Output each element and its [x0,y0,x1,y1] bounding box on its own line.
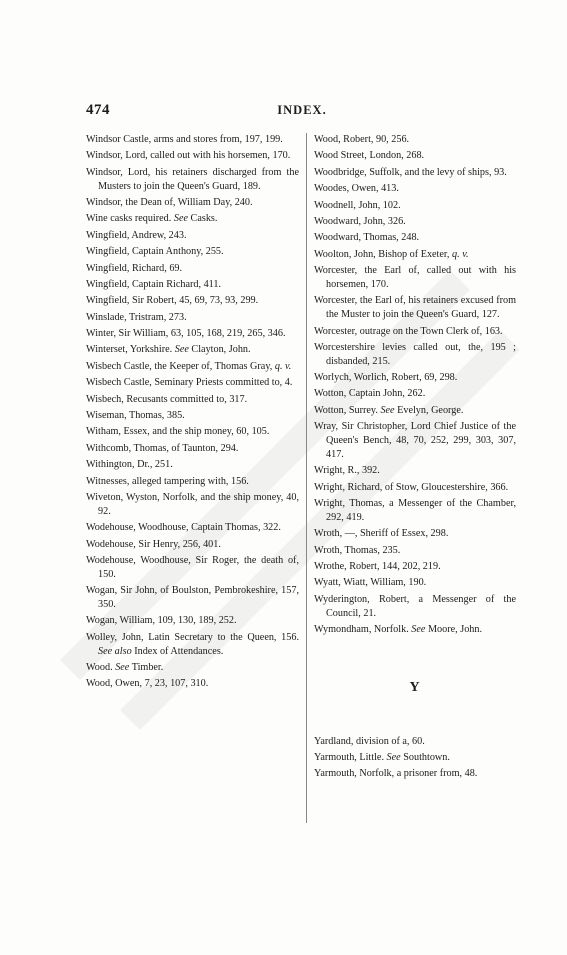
cross-reference-target: Index of Attendances. [134,645,224,657]
index-entry [86,360,299,374]
index-entry-text: Wodehouse, Woodhouse, Captain Thomas, 322. [86,522,281,534]
index-entry-text: Worcester, the Earl of, called out with his horsemen, 170. [314,265,516,290]
index-entry-text: Winter, Sir William, 63, 105, 168, 219, 265, 346. [86,328,286,340]
cross-reference-marker: See [380,404,395,416]
index-entry [314,387,516,401]
index-column-right [314,133,516,784]
cross-reference-target: Southtown. [403,751,450,763]
index-entry-text: Wisbech Castle, the Keeper of, Thomas Gray, [86,360,273,372]
index-entry [314,751,516,765]
index-entry-text: Yarmouth, Norfolk, a prisoner from, 48. [314,768,478,780]
index-entry [314,735,516,749]
cross-reference-marker: See [174,344,189,356]
index-entry-text: Woodward, John, 326. [314,215,406,227]
index-entry [86,196,299,210]
index-entry [314,767,516,781]
column-divider [306,133,307,823]
index-entry [86,409,299,423]
index-entry-text: Wotton, Surrey. [314,404,378,416]
cross-reference-marker: See also [98,645,132,657]
index-entry-text: Wingfield, Captain Anthony, 255. [86,246,224,258]
index-entry [86,278,299,292]
index-entry [314,623,516,637]
index-entry-text: Worcester, the Earl of, his retainers excused from the Muster to join the Queen's Guard, 127. [314,295,516,321]
index-entry [314,404,516,418]
index-entry [86,491,299,519]
cross-reference-target: Moore, John. [427,623,483,635]
index-entry-text: Wood, Robert, 90, 256. [314,134,410,145]
index-entry [86,521,299,535]
index-entry-text: Wisbech Castle, Seminary Priests committed to, 4. [86,377,293,389]
index-entry-text: Wodehouse, Woodhouse, Sir Roger, the death of, 150. [86,554,299,580]
index-entry-text: Wright, Richard, of Stow, Gloucestershire, 366. [314,481,509,493]
index-entry-text: Windsor, Lord, called out with his horsemen, 170. [86,150,291,162]
index-entry-text: Wingfield, Sir Robert, 45, 69, 73, 93, 299. [86,295,259,307]
index-entry-text: Windsor Castle, arms and stores from, 197, 199. [86,134,283,145]
index-entry [86,294,299,308]
cross-reference-target: Casks. [190,213,218,225]
index-entry [314,149,516,163]
index-entry-text: Wingfield, Captain Richard, 411. [86,278,222,290]
index-entry [314,294,516,322]
index-entry [86,442,299,456]
index-entry [86,376,299,390]
index-entry [314,231,516,245]
index-entry [314,464,516,478]
cross-reference-marker: q. v. [274,360,292,372]
index-entry [314,560,516,574]
index-entry-text: Wood. [86,661,113,673]
index-entry [86,538,299,552]
index-entry-text: Winslade, Tristram, 273. [86,311,187,323]
index-entries-w [314,133,516,637]
index-entry [314,527,516,541]
cross-reference-marker: See [173,213,188,225]
section-letter-heading: Y [409,679,421,695]
index-entry [86,262,299,276]
index-entry-text: Woodward, Thomas, 248. [314,232,420,244]
index-entry [86,458,299,472]
index-entry-text: Wright, Thomas, a Messenger of the Chamber, 292, 419. [314,498,516,523]
index-entry-text: Woodnell, John, 102. [314,199,401,211]
index-entry [86,475,299,489]
index-entry [314,248,516,262]
index-entries-y [314,735,516,782]
index-entry [86,661,299,675]
cross-reference-target: Evelyn, George. [397,404,464,416]
index-entry-text: Wogan, Sir John, of Boulston, Pembrokeshire, 157, 350. [86,585,299,610]
index-entry [314,133,516,147]
index-entry-text: Wymondham, Norfolk. [314,623,409,635]
index-entry [314,199,516,213]
index-entry-text: Wood Street, London, 268. [314,150,425,162]
index-entry [314,371,516,385]
index-entry [86,393,299,407]
index-entry-text: Wyatt, Wiatt, William, 190. [314,577,427,589]
index-entry-text: Wodehouse, Sir Henry, 256, 401. [86,538,221,550]
page-header [86,102,518,122]
index-entry-text: Wolley, John, Latin Secretary to the Queen, 156. [86,631,299,643]
index-entry [314,576,516,590]
index-entry-text: Woodes, Owen, 413. [314,183,399,195]
index-entry-text: Wiseman, Thomas, 385. [86,410,185,422]
index-entry-text: Windsor, the Dean of, William Day, 240. [86,196,253,208]
cross-reference-marker: q. v. [452,248,469,260]
cross-reference-marker: See [411,623,426,635]
index-entry [314,166,516,180]
index-entry [86,327,299,341]
index-entry-text: Withcomb, Thomas, of Taunton, 294. [86,442,239,454]
index-entry-text: Wroth, Thomas, 235. [314,544,401,556]
index-entry-text: Witham, Essex, and the ship money, 60, 105. [86,426,270,438]
index-entry-text: Yardland, division of a, 60. [314,735,425,747]
index-entry-text: Witnesses, alleged tampering with, 156. [86,475,249,487]
index-entry [86,311,299,325]
index-entry [314,593,516,621]
index-entry [86,212,299,226]
index-entry [86,631,299,659]
index-entry-text: Wright, R., 392. [314,465,380,477]
index-entry-text: Wray, Sir Christopher, Lord Chief Justice of the Queen's Bench, 48, 70, 252, 299, 303, 307, 417. [314,421,516,460]
index-entry [86,677,299,691]
index-entry-text: Wotton, Captain John, 262. [314,388,426,400]
index-entry [86,149,299,163]
index-entry [86,343,299,357]
cross-reference-marker: See [386,751,401,763]
index-entry [314,215,516,229]
index-entry [314,497,516,525]
index-entry [86,229,299,243]
index-column-left [86,133,299,694]
cross-reference-target: Timber. [131,661,164,673]
index-entry-text: Wogan, William, 109, 130, 189, 252. [86,615,237,627]
index-entry-text: Woodbridge, Suffolk, and the levy of ships, 93. [314,166,507,178]
index-entry-text: Wroth, —, Sheriff of Essex, 298. [314,528,449,540]
index-entry-text: Withington, Dr., 251. [86,459,173,471]
index-entry [314,544,516,558]
index-entry-text: Wisbech, Recusants committed to, 317. [86,393,248,405]
index-entry [314,341,516,369]
cross-reference-marker: See [115,661,130,673]
index-entry-text: Yarmouth, Little. [314,751,384,763]
index-entry [86,245,299,259]
index-entry-text: Worlych, Worlich, Robert, 69, 298. [314,372,458,384]
index-entry [314,481,516,495]
cross-reference-target: Clayton, John. [191,344,251,356]
index-entry-text: Wingfield, Andrew, 243. [86,229,187,241]
index-entry [86,133,299,147]
index-entry [86,584,299,612]
index-entry [86,425,299,439]
index-entry [314,325,516,339]
index-entry [86,166,299,194]
index-entry-text: Woolton, John, Bishop of Exeter, [314,248,450,260]
index-entry-text: Worcestershire levies called out, the, 195 ; disbanded, 215. [314,341,516,367]
index-entry-text: Windsor, Lord, his retainers discharged from the Musters to join the Queen's Guard, 189. [86,166,299,192]
index-entry-text: Wiveton, Wyston, Norfolk, and the ship money, 40, 92. [86,492,299,517]
index-entry-text: Wingfield, Richard, 69. [86,262,183,274]
index-entry-text: Wine casks required. [86,213,172,225]
index-entry-text: Wyderington, Robert, a Messenger of the Council, 21. [314,593,516,619]
index-entry [314,182,516,196]
index-entry [86,554,299,582]
index-entry [314,420,516,461]
page-number: 474 [86,102,110,118]
index-entry-text: Winterset, Yorkshire. [86,344,173,356]
index-entry [86,614,299,628]
index-entry [314,264,516,292]
index-entry-text: Worcester, outrage on the Town Clerk of, 163. [314,325,503,337]
running-head: INDEX. [277,103,327,117]
index-entry-text: Wrothe, Robert, 144, 202, 219. [314,560,441,572]
index-entry-text: Wood, Owen, 7, 23, 107, 310. [86,678,209,690]
